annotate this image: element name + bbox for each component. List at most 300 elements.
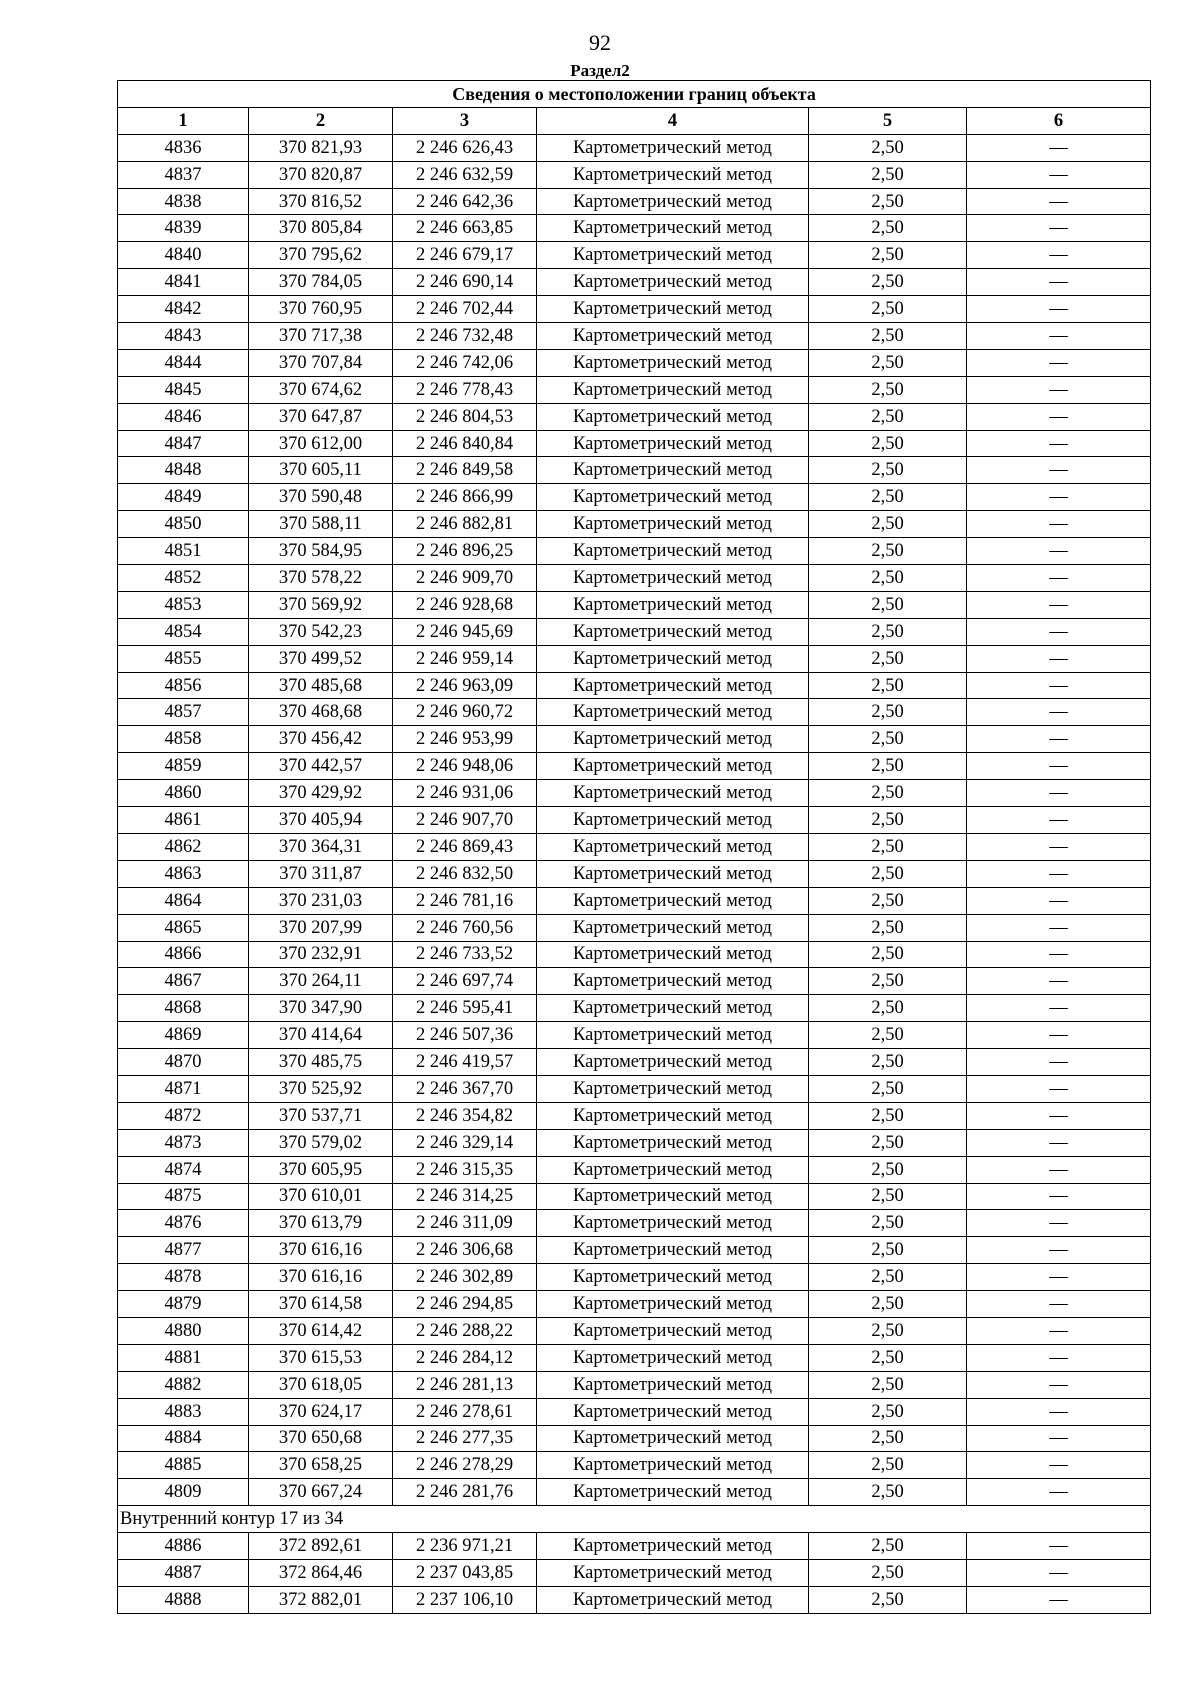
x-coordinate-cell: 370 674,62	[249, 376, 393, 403]
method-cell: Картометрический метод	[537, 726, 809, 753]
method-cell: Картометрический метод	[537, 403, 809, 430]
y-coordinate-cell: 2 246 277,35	[393, 1425, 537, 1452]
description-cell: —	[967, 484, 1151, 511]
description-cell: —	[967, 860, 1151, 887]
y-coordinate-cell: 2 246 419,57	[393, 1049, 537, 1076]
y-coordinate-cell: 2 237 043,85	[393, 1559, 537, 1586]
description-cell: —	[967, 323, 1151, 350]
x-coordinate-cell: 370 311,87	[249, 860, 393, 887]
accuracy-cell: 2,50	[809, 538, 967, 565]
method-cell: Картометрический метод	[537, 807, 809, 834]
description-cell: —	[967, 538, 1151, 565]
x-coordinate-cell: 372 882,01	[249, 1586, 393, 1613]
x-coordinate-cell: 370 429,92	[249, 780, 393, 807]
x-coordinate-cell: 370 616,16	[249, 1264, 393, 1291]
accuracy-cell: 2,50	[809, 1237, 967, 1264]
column-header: 6	[967, 107, 1151, 134]
table-row	[118, 1559, 1151, 1586]
x-coordinate-cell: 370 624,17	[249, 1398, 393, 1425]
description-cell: —	[967, 941, 1151, 968]
accuracy-cell: 2,50	[809, 1317, 967, 1344]
table-row	[118, 1264, 1151, 1291]
point-number-cell: 4848	[118, 457, 249, 484]
x-coordinate-cell: 370 232,91	[249, 941, 393, 968]
method-cell: Картометрический метод	[537, 242, 809, 269]
description-cell: —	[967, 349, 1151, 376]
point-number-cell: 4880	[118, 1317, 249, 1344]
x-coordinate-cell: 370 707,84	[249, 349, 393, 376]
point-number-cell: 4887	[118, 1559, 249, 1586]
point-number-cell: 4836	[118, 134, 249, 161]
accuracy-cell: 2,50	[809, 565, 967, 592]
x-coordinate-cell: 370 616,16	[249, 1237, 393, 1264]
method-cell: Картометрический метод	[537, 565, 809, 592]
table-row	[118, 430, 1151, 457]
method-cell: Картометрический метод	[537, 296, 809, 323]
point-number-cell: 4865	[118, 914, 249, 941]
description-cell: —	[967, 645, 1151, 672]
y-coordinate-cell: 2 246 732,48	[393, 323, 537, 350]
table-body	[118, 134, 1151, 1505]
table-row	[118, 1022, 1151, 1049]
point-number-cell: 4809	[118, 1479, 249, 1506]
x-coordinate-cell: 370 614,58	[249, 1291, 393, 1318]
point-number-cell: 4840	[118, 242, 249, 269]
point-number-cell: 4883	[118, 1398, 249, 1425]
accuracy-cell: 2,50	[809, 1425, 967, 1452]
point-number-cell: 4870	[118, 1049, 249, 1076]
point-number-cell: 4855	[118, 645, 249, 672]
accuracy-cell: 2,50	[809, 215, 967, 242]
method-cell: Картометрический метод	[537, 1452, 809, 1479]
y-coordinate-cell: 2 236 971,21	[393, 1533, 537, 1560]
y-coordinate-cell: 2 246 278,61	[393, 1398, 537, 1425]
y-coordinate-cell: 2 246 697,74	[393, 968, 537, 995]
x-coordinate-cell: 370 499,52	[249, 645, 393, 672]
method-cell: Картометрический метод	[537, 457, 809, 484]
accuracy-cell: 2,50	[809, 403, 967, 430]
table-row	[118, 672, 1151, 699]
y-coordinate-cell: 2 246 702,44	[393, 296, 537, 323]
method-cell: Картометрический метод	[537, 1586, 809, 1613]
x-coordinate-cell: 370 805,84	[249, 215, 393, 242]
point-number-cell: 4871	[118, 1075, 249, 1102]
table-row	[118, 1129, 1151, 1156]
y-coordinate-cell: 2 246 679,17	[393, 242, 537, 269]
y-coordinate-cell: 2 246 294,85	[393, 1291, 537, 1318]
x-coordinate-cell: 370 405,94	[249, 807, 393, 834]
table-row	[118, 1237, 1151, 1264]
accuracy-cell: 2,50	[809, 1075, 967, 1102]
x-coordinate-cell: 370 717,38	[249, 323, 393, 350]
method-cell: Картометрический метод	[537, 1183, 809, 1210]
table-row	[118, 134, 1151, 161]
y-coordinate-cell: 2 246 832,50	[393, 860, 537, 887]
method-cell: Картометрический метод	[537, 376, 809, 403]
point-number-cell: 4856	[118, 672, 249, 699]
x-coordinate-cell: 370 615,53	[249, 1344, 393, 1371]
method-cell: Картометрический метод	[537, 833, 809, 860]
accuracy-cell: 2,50	[809, 484, 967, 511]
y-coordinate-cell: 2 246 781,16	[393, 887, 537, 914]
table-row	[118, 1452, 1151, 1479]
accuracy-cell: 2,50	[809, 1371, 967, 1398]
method-cell: Картометрический метод	[537, 161, 809, 188]
point-number-cell: 4844	[118, 349, 249, 376]
accuracy-cell: 2,50	[809, 1398, 967, 1425]
table-row	[118, 538, 1151, 565]
x-coordinate-cell: 370 760,95	[249, 296, 393, 323]
description-cell: —	[967, 430, 1151, 457]
table-row	[118, 699, 1151, 726]
point-number-cell: 4885	[118, 1452, 249, 1479]
y-coordinate-cell: 2 246 315,35	[393, 1156, 537, 1183]
accuracy-cell: 2,50	[809, 349, 967, 376]
x-coordinate-cell: 370 542,23	[249, 618, 393, 645]
method-cell: Картометрический метод	[537, 1049, 809, 1076]
method-cell: Картометрический метод	[537, 1479, 809, 1506]
point-number-cell: 4845	[118, 376, 249, 403]
description-cell: —	[967, 1237, 1151, 1264]
accuracy-cell: 2,50	[809, 511, 967, 538]
table-row	[118, 753, 1151, 780]
table-row	[118, 1210, 1151, 1237]
x-coordinate-cell: 370 610,01	[249, 1183, 393, 1210]
description-cell: —	[967, 1264, 1151, 1291]
y-coordinate-cell: 2 246 963,09	[393, 672, 537, 699]
accuracy-cell: 2,50	[809, 726, 967, 753]
description-cell: —	[967, 591, 1151, 618]
table-row	[118, 1156, 1151, 1183]
accuracy-cell: 2,50	[809, 188, 967, 215]
description-cell: —	[967, 134, 1151, 161]
accuracy-cell: 2,50	[809, 1559, 967, 1586]
point-number-cell: 4852	[118, 565, 249, 592]
y-coordinate-cell: 2 246 882,81	[393, 511, 537, 538]
description-cell: —	[967, 1371, 1151, 1398]
table-row	[118, 914, 1151, 941]
table-row	[118, 242, 1151, 269]
accuracy-cell: 2,50	[809, 1156, 967, 1183]
method-cell: Картометрический метод	[537, 1317, 809, 1344]
contour-label: Внутренний контур 17 из 34	[118, 1506, 1151, 1533]
description-cell: —	[967, 1559, 1151, 1586]
table-row	[118, 887, 1151, 914]
description-cell: —	[967, 1533, 1151, 1560]
accuracy-cell: 2,50	[809, 833, 967, 860]
method-cell: Картометрический метод	[537, 538, 809, 565]
description-cell: —	[967, 511, 1151, 538]
table-row	[118, 807, 1151, 834]
description-cell: —	[967, 1022, 1151, 1049]
x-coordinate-cell: 370 414,64	[249, 1022, 393, 1049]
y-coordinate-cell: 2 246 354,82	[393, 1102, 537, 1129]
accuracy-cell: 2,50	[809, 376, 967, 403]
description-cell: —	[967, 726, 1151, 753]
table-row	[118, 860, 1151, 887]
point-number-cell: 4857	[118, 699, 249, 726]
y-coordinate-cell: 2 246 314,25	[393, 1183, 537, 1210]
method-cell: Картометрический метод	[537, 591, 809, 618]
accuracy-cell: 2,50	[809, 1264, 967, 1291]
x-coordinate-cell: 370 821,93	[249, 134, 393, 161]
point-number-cell: 4868	[118, 995, 249, 1022]
point-number-cell: 4843	[118, 323, 249, 350]
table-row	[118, 269, 1151, 296]
y-coordinate-cell: 2 246 626,43	[393, 134, 537, 161]
point-number-cell: 4869	[118, 1022, 249, 1049]
x-coordinate-cell: 370 569,92	[249, 591, 393, 618]
y-coordinate-cell: 2 246 849,58	[393, 457, 537, 484]
table-row	[118, 941, 1151, 968]
point-number-cell: 4884	[118, 1425, 249, 1452]
point-number-cell: 4860	[118, 780, 249, 807]
table-row	[118, 1371, 1151, 1398]
column-header: 3	[393, 107, 537, 134]
table-row	[118, 1398, 1151, 1425]
accuracy-cell: 2,50	[809, 1022, 967, 1049]
table-row	[118, 726, 1151, 753]
y-coordinate-cell: 2 246 690,14	[393, 269, 537, 296]
method-cell: Картометрический метод	[537, 323, 809, 350]
method-cell: Картометрический метод	[537, 134, 809, 161]
point-number-cell: 4872	[118, 1102, 249, 1129]
description-cell: —	[967, 1398, 1151, 1425]
y-coordinate-cell: 2 246 760,56	[393, 914, 537, 941]
point-number-cell: 4862	[118, 833, 249, 860]
description-cell: —	[967, 1049, 1151, 1076]
point-number-cell: 4837	[118, 161, 249, 188]
table-body-after-contour	[118, 1533, 1151, 1614]
y-coordinate-cell: 2 246 959,14	[393, 645, 537, 672]
description-cell: —	[967, 1129, 1151, 1156]
column-header: 4	[537, 107, 809, 134]
description-cell: —	[967, 161, 1151, 188]
y-coordinate-cell: 2 246 928,68	[393, 591, 537, 618]
method-cell: Картометрический метод	[537, 1291, 809, 1318]
description-cell: —	[967, 188, 1151, 215]
point-number-cell: 4838	[118, 188, 249, 215]
table-row	[118, 1425, 1151, 1452]
point-number-cell: 4859	[118, 753, 249, 780]
x-coordinate-cell: 370 667,24	[249, 1479, 393, 1506]
point-number-cell: 4881	[118, 1344, 249, 1371]
x-coordinate-cell: 370 485,75	[249, 1049, 393, 1076]
point-number-cell: 4888	[118, 1586, 249, 1613]
x-coordinate-cell: 370 784,05	[249, 269, 393, 296]
y-coordinate-cell: 2 246 311,09	[393, 1210, 537, 1237]
description-cell: —	[967, 1344, 1151, 1371]
point-number-cell: 4878	[118, 1264, 249, 1291]
method-cell: Картометрический метод	[537, 215, 809, 242]
point-number-cell: 4864	[118, 887, 249, 914]
method-cell: Картометрический метод	[537, 780, 809, 807]
description-cell: —	[967, 618, 1151, 645]
x-coordinate-cell: 370 207,99	[249, 914, 393, 941]
column-header-row	[118, 107, 1151, 134]
y-coordinate-cell: 2 246 778,43	[393, 376, 537, 403]
method-cell: Картометрический метод	[537, 995, 809, 1022]
description-cell: —	[967, 296, 1151, 323]
description-cell: —	[967, 457, 1151, 484]
description-cell: —	[967, 914, 1151, 941]
y-coordinate-cell: 2 246 804,53	[393, 403, 537, 430]
method-cell: Картометрический метод	[537, 1237, 809, 1264]
table-row	[118, 645, 1151, 672]
method-cell: Картометрический метод	[537, 1533, 809, 1560]
description-cell: —	[967, 1479, 1151, 1506]
accuracy-cell: 2,50	[809, 1129, 967, 1156]
accuracy-cell: 2,50	[809, 1533, 967, 1560]
accuracy-cell: 2,50	[809, 269, 967, 296]
table-row	[118, 296, 1151, 323]
table-row	[118, 188, 1151, 215]
accuracy-cell: 2,50	[809, 242, 967, 269]
description-cell: —	[967, 995, 1151, 1022]
point-number-cell: 4863	[118, 860, 249, 887]
point-number-cell: 4841	[118, 269, 249, 296]
method-cell: Картометрический метод	[537, 941, 809, 968]
description-cell: —	[967, 215, 1151, 242]
accuracy-cell: 2,50	[809, 1344, 967, 1371]
point-number-cell: 4866	[118, 941, 249, 968]
x-coordinate-cell: 370 605,95	[249, 1156, 393, 1183]
description-cell: —	[967, 780, 1151, 807]
point-number-cell: 4874	[118, 1156, 249, 1183]
accuracy-cell: 2,50	[809, 780, 967, 807]
method-cell: Картометрический метод	[537, 1264, 809, 1291]
method-cell: Картометрический метод	[537, 968, 809, 995]
description-cell: —	[967, 699, 1151, 726]
x-coordinate-cell: 372 864,46	[249, 1559, 393, 1586]
method-cell: Картометрический метод	[537, 1371, 809, 1398]
x-coordinate-cell: 370 647,87	[249, 403, 393, 430]
y-coordinate-cell: 2 246 733,52	[393, 941, 537, 968]
contour-row	[118, 1506, 1151, 1533]
y-coordinate-cell: 2 246 507,36	[393, 1022, 537, 1049]
method-cell: Картометрический метод	[537, 349, 809, 376]
method-cell: Картометрический метод	[537, 672, 809, 699]
table-row	[118, 1291, 1151, 1318]
x-coordinate-cell: 370 485,68	[249, 672, 393, 699]
y-coordinate-cell: 2 246 632,59	[393, 161, 537, 188]
point-number-cell: 4875	[118, 1183, 249, 1210]
y-coordinate-cell: 2 246 281,13	[393, 1371, 537, 1398]
x-coordinate-cell: 370 612,00	[249, 430, 393, 457]
description-cell: —	[967, 1183, 1151, 1210]
accuracy-cell: 2,50	[809, 134, 967, 161]
x-coordinate-cell: 370 442,57	[249, 753, 393, 780]
table-row	[118, 565, 1151, 592]
accuracy-cell: 2,50	[809, 807, 967, 834]
y-coordinate-cell: 2 246 948,06	[393, 753, 537, 780]
description-cell: —	[967, 242, 1151, 269]
table-caption-row	[118, 81, 1151, 108]
x-coordinate-cell: 370 525,92	[249, 1075, 393, 1102]
accuracy-cell: 2,50	[809, 887, 967, 914]
description-cell: —	[967, 1586, 1151, 1613]
page-number: 92	[589, 30, 611, 55]
table-row	[118, 591, 1151, 618]
description-cell: —	[967, 1425, 1151, 1452]
column-header: 5	[809, 107, 967, 134]
accuracy-cell: 2,50	[809, 161, 967, 188]
table-row	[118, 833, 1151, 860]
description-cell: —	[967, 887, 1151, 914]
accuracy-cell: 2,50	[809, 1210, 967, 1237]
y-coordinate-cell: 2 246 595,41	[393, 995, 537, 1022]
table-row	[118, 1183, 1151, 1210]
point-number-cell: 4854	[118, 618, 249, 645]
y-coordinate-cell: 2 246 840,84	[393, 430, 537, 457]
boundary-coordinates-table	[117, 80, 1151, 1614]
y-coordinate-cell: 2 246 367,70	[393, 1075, 537, 1102]
description-cell: —	[967, 672, 1151, 699]
description-cell: —	[967, 1075, 1151, 1102]
y-coordinate-cell: 2 237 106,10	[393, 1586, 537, 1613]
x-coordinate-cell: 370 795,62	[249, 242, 393, 269]
table-row	[118, 215, 1151, 242]
point-number-cell: 4853	[118, 591, 249, 618]
description-cell: —	[967, 1102, 1151, 1129]
x-coordinate-cell: 370 590,48	[249, 484, 393, 511]
y-coordinate-cell: 2 246 329,14	[393, 1129, 537, 1156]
point-number-cell: 4849	[118, 484, 249, 511]
accuracy-cell: 2,50	[809, 753, 967, 780]
point-number-cell: 4861	[118, 807, 249, 834]
point-number-cell: 4850	[118, 511, 249, 538]
x-coordinate-cell: 370 588,11	[249, 511, 393, 538]
table-row	[118, 780, 1151, 807]
y-coordinate-cell: 2 246 306,68	[393, 1237, 537, 1264]
method-cell: Картометрический метод	[537, 1344, 809, 1371]
description-cell: —	[967, 968, 1151, 995]
table-row	[118, 995, 1151, 1022]
y-coordinate-cell: 2 246 907,70	[393, 807, 537, 834]
description-cell: —	[967, 807, 1151, 834]
method-cell: Картометрический метод	[537, 188, 809, 215]
accuracy-cell: 2,50	[809, 914, 967, 941]
x-coordinate-cell: 370 658,25	[249, 1452, 393, 1479]
table-row	[118, 1533, 1151, 1560]
description-cell: —	[967, 753, 1151, 780]
description-cell: —	[967, 1210, 1151, 1237]
accuracy-cell: 2,50	[809, 1452, 967, 1479]
y-coordinate-cell: 2 246 909,70	[393, 565, 537, 592]
table-row	[118, 1344, 1151, 1371]
section-title: Раздел2	[570, 61, 630, 80]
table-row	[118, 161, 1151, 188]
accuracy-cell: 2,50	[809, 1049, 967, 1076]
table-row	[118, 403, 1151, 430]
accuracy-cell: 2,50	[809, 618, 967, 645]
method-cell: Картометрический метод	[537, 1022, 809, 1049]
x-coordinate-cell: 370 816,52	[249, 188, 393, 215]
accuracy-cell: 2,50	[809, 645, 967, 672]
accuracy-cell: 2,50	[809, 1102, 967, 1129]
accuracy-cell: 2,50	[809, 672, 967, 699]
table-row	[118, 1586, 1151, 1613]
table-row	[118, 1049, 1151, 1076]
accuracy-cell: 2,50	[809, 296, 967, 323]
table-row	[118, 1102, 1151, 1129]
y-coordinate-cell: 2 246 302,89	[393, 1264, 537, 1291]
x-coordinate-cell: 370 578,22	[249, 565, 393, 592]
description-cell: —	[967, 403, 1151, 430]
method-cell: Картометрический метод	[537, 269, 809, 296]
accuracy-cell: 2,50	[809, 968, 967, 995]
description-cell: —	[967, 376, 1151, 403]
